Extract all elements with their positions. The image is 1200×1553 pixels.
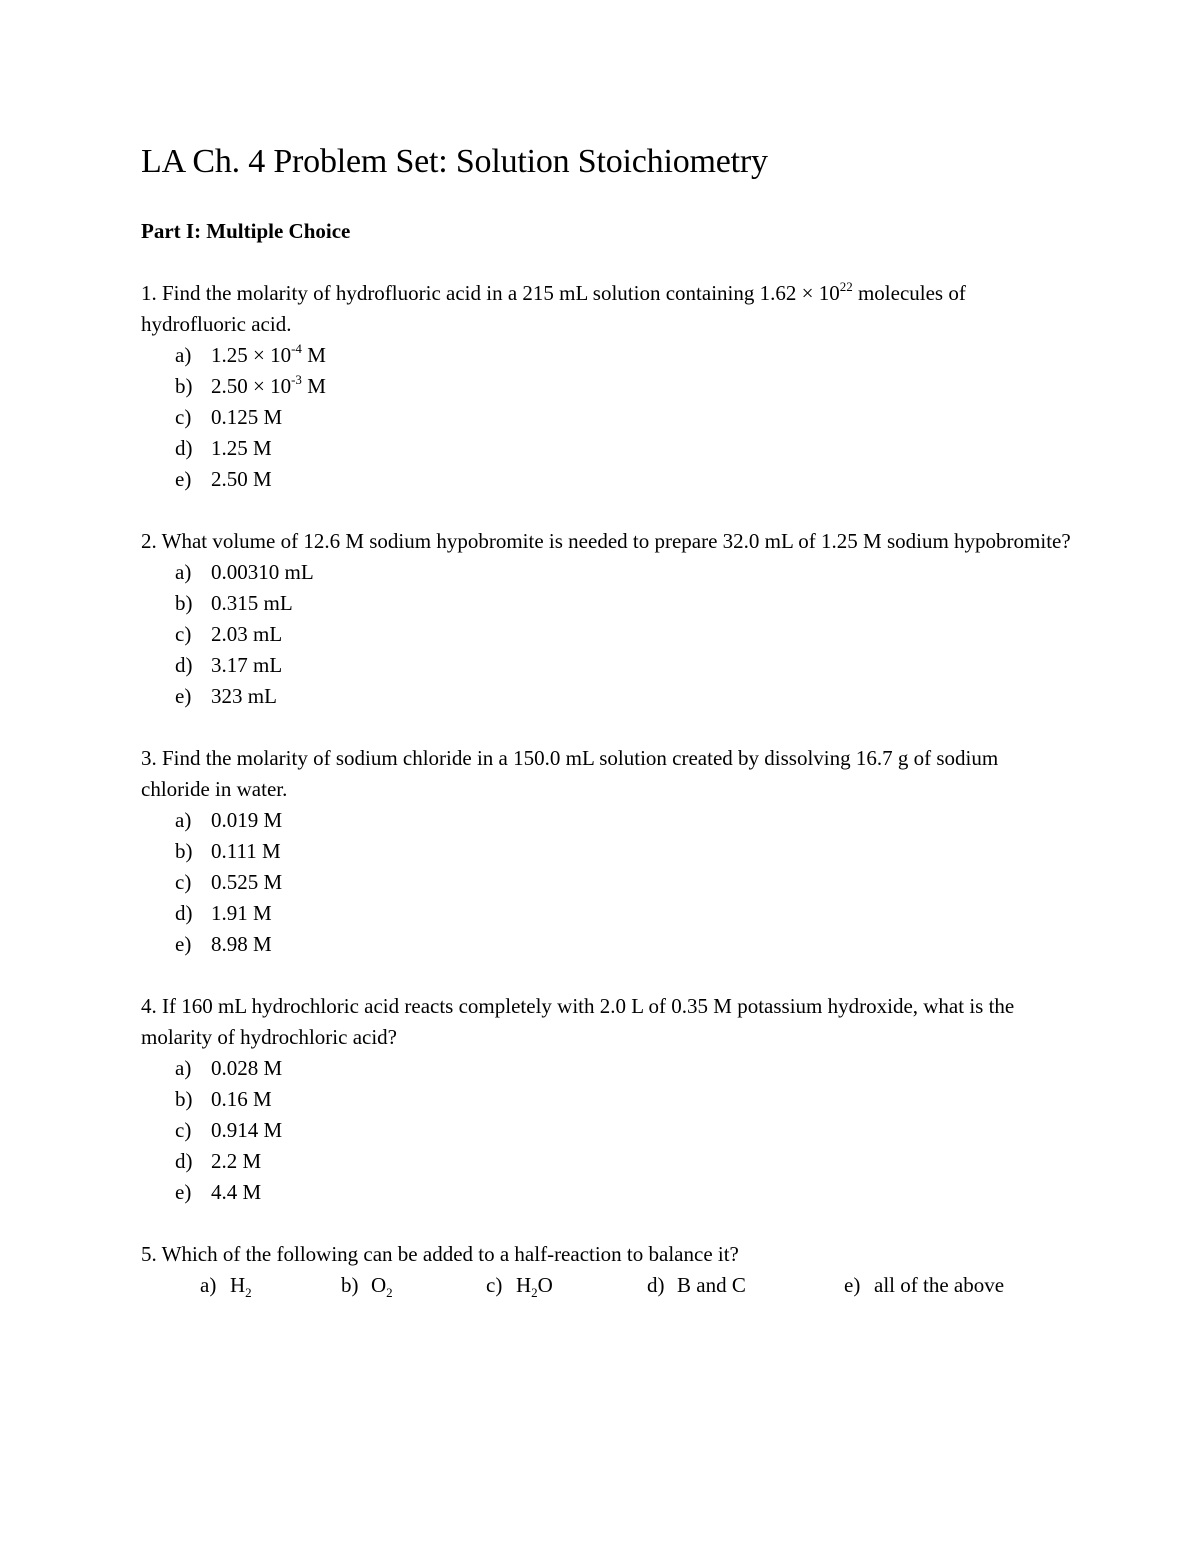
answer-options [141,557,1071,712]
answer-options [141,1053,1071,1208]
answer-option-b[interactable]: b) $2.50 \times 10^{-3}$ M [175,372,326,398]
answer-option-c[interactable]: c) 0.914 M [175,1118,283,1142]
question-3 [141,743,1071,960]
answer-options [141,340,1071,495]
question-text: 1. Find the molarity of hydrofluoric acid in a 215 mL solution containing $1.62 \times 10^{22}$ molecules of hydrofluoric acid. [141,279,966,336]
answer-option-c[interactable]: c) 0.125 M [175,405,283,429]
answer-option-a[interactable]: a) $1.25 \times 10^{-4}$ M [175,341,326,367]
question-1 [141,278,1071,495]
answer-option-e[interactable]: e) 4.4 M [175,1180,262,1204]
answer-option-a[interactable]: a) 0.028 M [175,1056,283,1080]
answer-option-a[interactable]: a) 0.00310 mL [175,560,314,584]
answer-option-a[interactable]: a) 0.019 M [175,808,283,832]
part-heading: Part I: Multiple Choice [141,219,351,243]
question-5 [141,1239,1071,1301]
answer-option-b[interactable]: b) 0.315 mL [175,591,293,615]
page-title: LA Ch. 4 Problem Set: Solution Stoichiometry [141,143,768,180]
answer-options [141,805,1071,960]
answer-option-d[interactable]: d) B and C [647,1273,746,1297]
answer-option-e[interactable]: e) 2.50 M [175,467,272,491]
answer-option-a[interactable]: a) $H_2$ [200,1273,252,1300]
question-text: 3. Find the molarity of sodium chloride in a 150.0 mL solution created by dissolving 16.7 g of sodium chloride in water. [141,746,999,801]
question-text: 4. If 160 mL hydrochloric acid reacts completely with 2.0 L of 0.35 M potassium hydroxide, what is the molarity of hydrochloric acid? [141,994,1015,1049]
question-text: 2. What volume of 12.6 M sodium hypobromite is needed to prepare 32.0 mL of 1.25 M sodium hypobromite? [141,529,1071,553]
answer-option-e[interactable]: e) 323 mL [175,684,277,708]
answer-option-d[interactable]: d) 1.25 M [175,436,272,460]
document-page [141,138,1071,1332]
answer-option-b[interactable]: b) $O_2$ [341,1273,393,1300]
question-text: 5. Which of the following can be added to a half-reaction to balance it? [141,1242,739,1266]
answer-option-c[interactable]: c) $H_2O$ [486,1273,553,1300]
answer-option-e[interactable]: e) 8.98 M [175,932,272,956]
question-2 [141,526,1071,712]
answer-option-b[interactable]: b) 0.16 M [175,1087,272,1111]
answer-option-d[interactable]: d) 3.17 mL [175,653,283,677]
question-4 [141,991,1071,1208]
answer-option-c[interactable]: c) 0.525 M [175,870,283,894]
answer-options [141,1270,1071,1301]
answer-option-b[interactable]: b) 0.111 M [175,839,281,863]
answer-option-d[interactable]: d) 1.91 M [175,901,272,925]
answer-option-d[interactable]: d) 2.2 M [175,1149,262,1173]
answer-option-c[interactable]: c) 2.03 mL [175,622,283,646]
answer-option-e[interactable]: e) all of the above [844,1273,1005,1297]
